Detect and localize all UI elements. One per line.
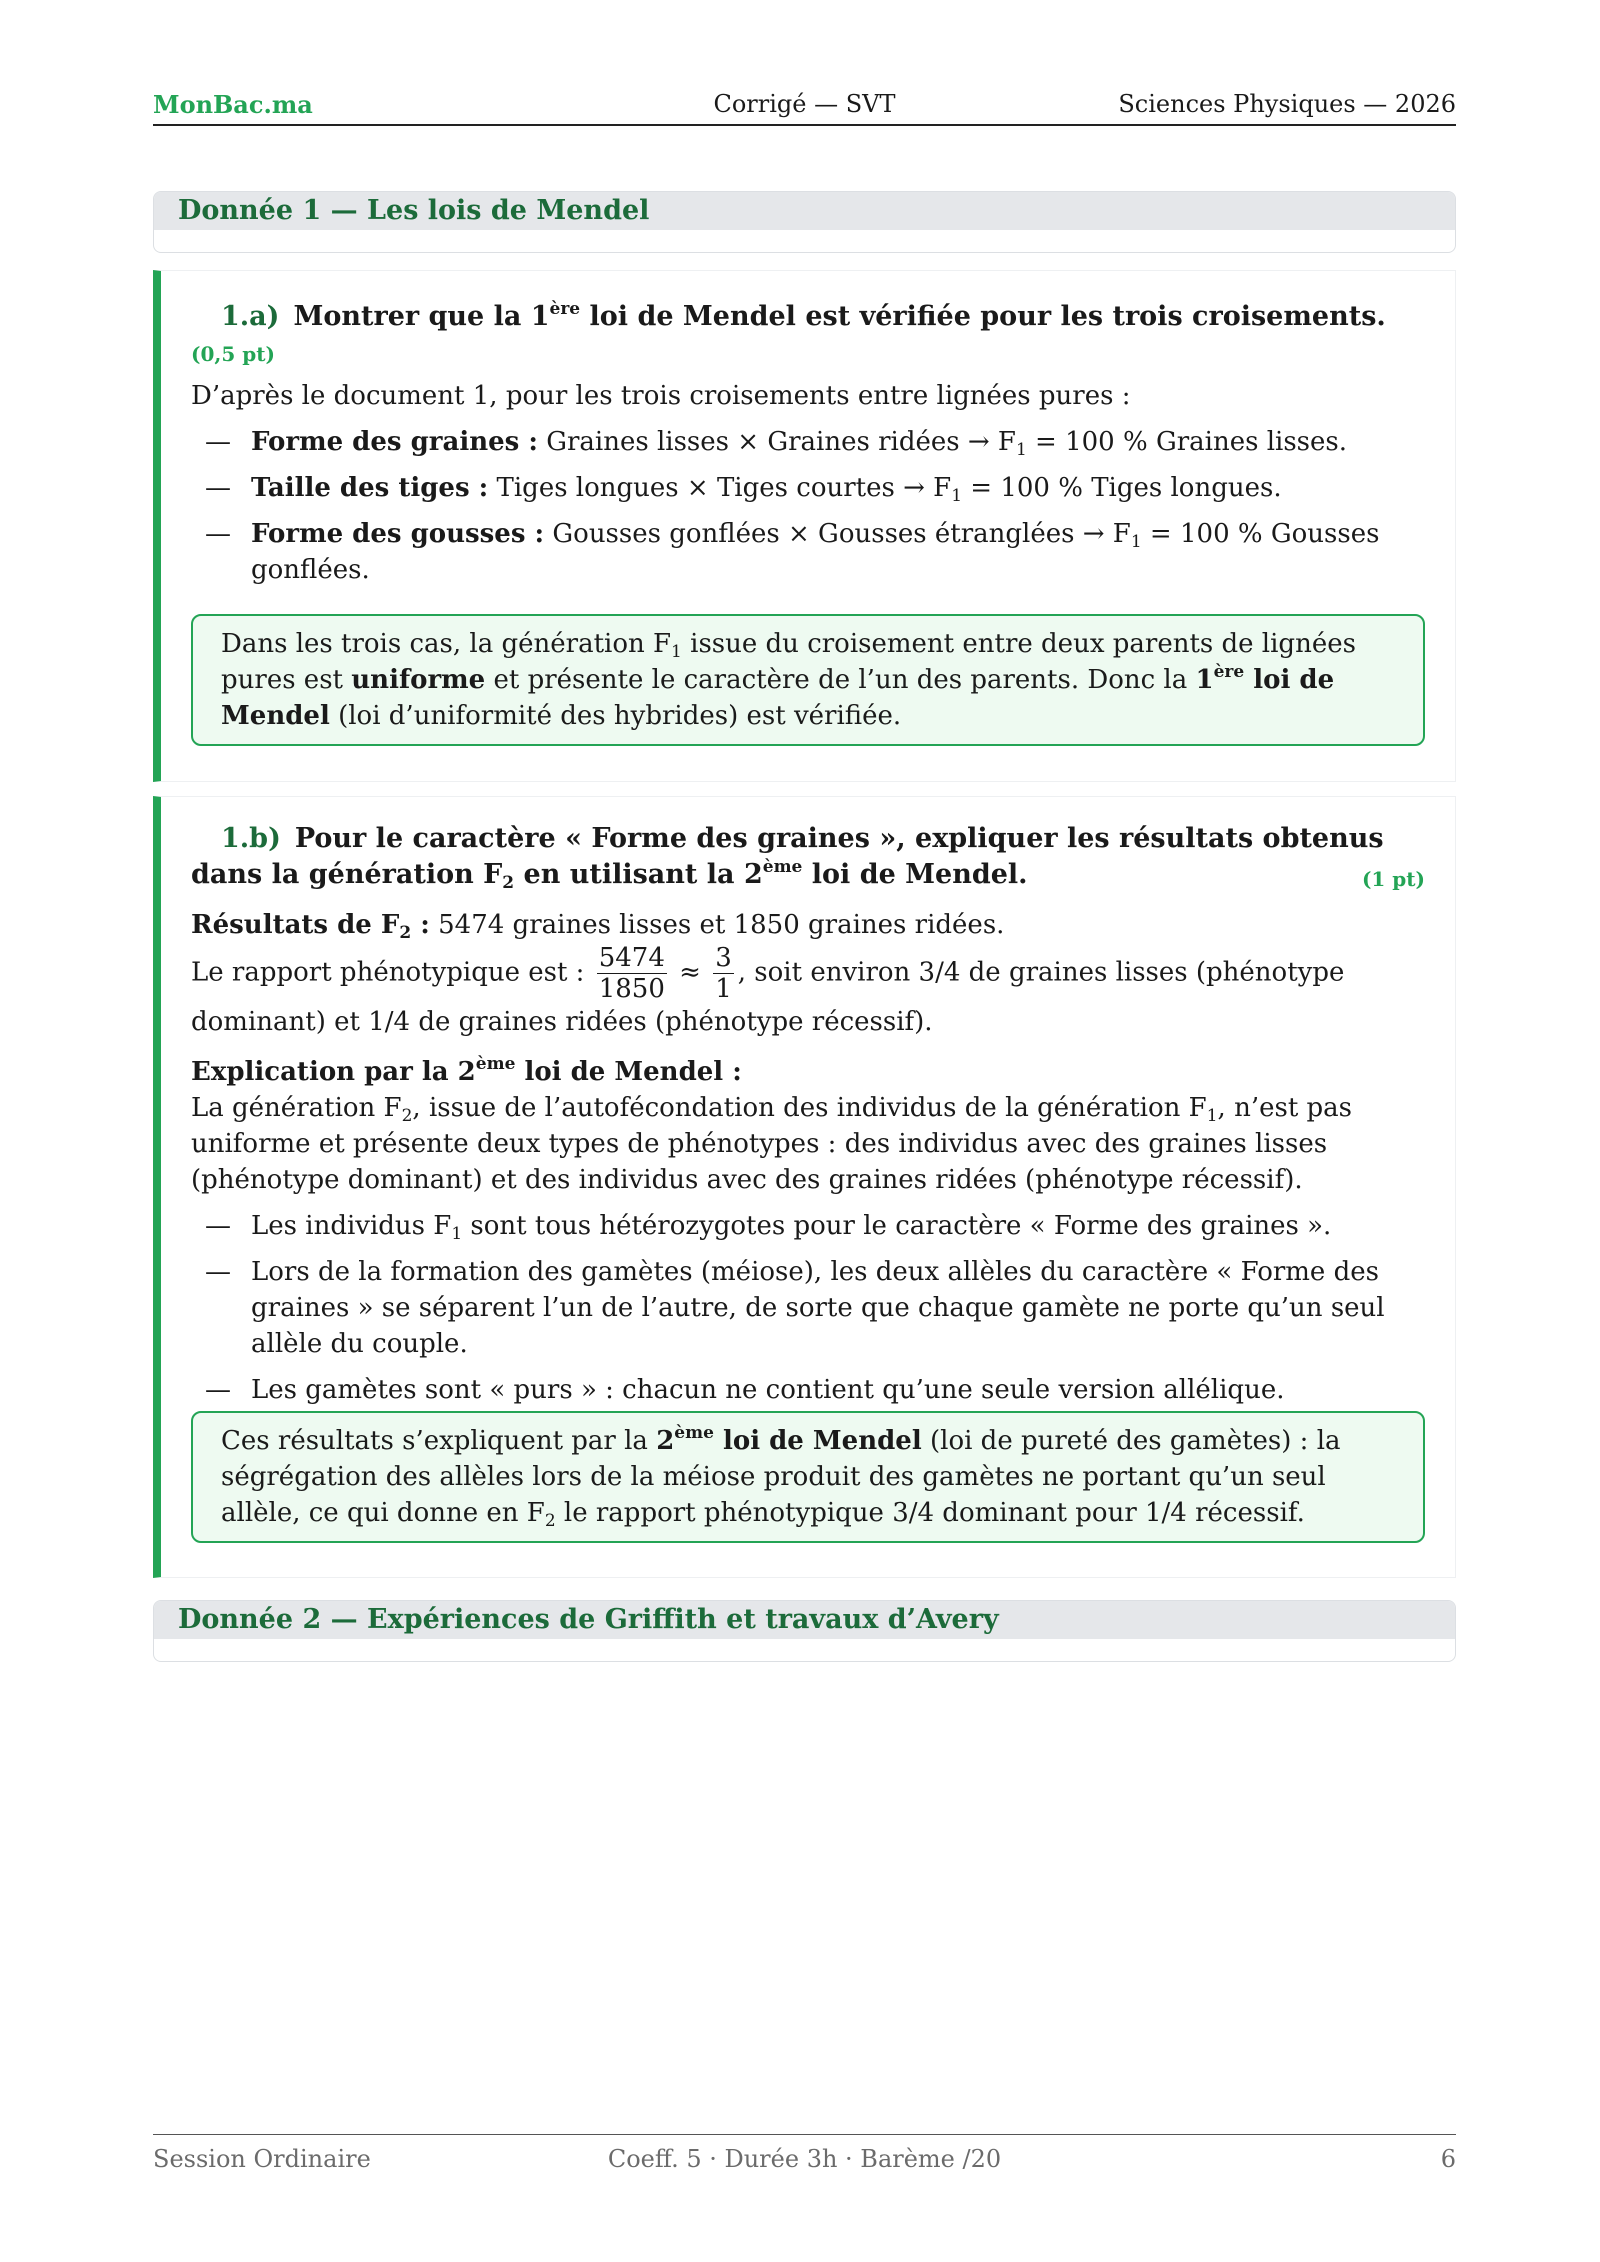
item-text: = 100 % Tiges longues. xyxy=(962,473,1282,503)
item-sub: 1 xyxy=(951,486,963,506)
results-line xyxy=(191,907,1425,943)
item-text: Tiges longues × Tiges courtes → F xyxy=(496,473,952,503)
box-text: Dans les trois cas, la génération F xyxy=(221,629,672,659)
page-header xyxy=(153,90,1456,126)
title-sup: ère xyxy=(549,299,581,319)
header-subject: Corrigé — SVT xyxy=(713,90,896,118)
explanation-list xyxy=(191,1208,1425,1408)
title-text: loi de Mendel. xyxy=(802,859,1028,890)
intro-text: D’après le document 1, pour les trois croisements entre lignées pures : xyxy=(191,381,1131,411)
points-badge: (1 pt) xyxy=(1361,867,1425,891)
points-badge: (0,5 pt) xyxy=(191,342,275,366)
item-label: Forme des gousses : xyxy=(251,519,545,549)
footer-session: Session Ordinaire xyxy=(153,2145,371,2173)
list-item: — Les individus $F_1$ sont tous hétérozygotes pour le caractère « Forme des graines ». xyxy=(205,1211,1332,1244)
title-text: Pour le caractère « Forme des graines », expliquer les résultats obtenus dans la génération F xyxy=(191,823,1384,890)
results-label: Résultats de F xyxy=(191,910,400,940)
para-sub: 2 xyxy=(401,1106,413,1126)
ratio-text: Le rapport phénotypique est : xyxy=(191,957,585,988)
section-title: Donnée 2 — Expériences de Griffith et travaux d’Avery xyxy=(154,1601,1455,1639)
list-item: — Forme des gousses : Gousses gonflées × Gousses étranglées → $F_1 = 100$ % Gousses gonflées. xyxy=(205,519,1380,585)
results-sub: 2 xyxy=(399,923,412,943)
box-sub: 2 xyxy=(544,1511,556,1531)
explanation-paragraph xyxy=(191,1090,1425,1198)
title-text: Montrer que la 1 xyxy=(293,301,550,332)
question-block-1b xyxy=(153,796,1456,1578)
question-title xyxy=(191,821,1425,893)
page-number: 6 xyxy=(1440,2145,1456,2173)
box-bold: uniforme xyxy=(351,665,486,695)
approx-sign: ≈ xyxy=(679,957,701,988)
para-text: La génération F xyxy=(191,1093,402,1123)
box-bold: 1 xyxy=(1195,665,1214,695)
para-text: , issue de l’autofécondation des individus de la génération F xyxy=(412,1093,1207,1123)
section-title: Donnée 1 — Les lois de Mendel xyxy=(154,192,1455,230)
item-text: Graines lisses × Graines ridées → F xyxy=(546,427,1016,457)
ratio-text: , soit environ 3/4 de graines lisses (phénotype dominant) et 1/4 de graines ridées (phénotype récessif). xyxy=(191,957,1345,1037)
fraction xyxy=(713,943,734,1004)
explanation-heading xyxy=(191,1054,1425,1090)
box-text: et présente le caractère de l’un des parents. Donc la xyxy=(485,665,1196,695)
section-header-1 xyxy=(153,191,1456,253)
box-bold: loi de Mendel xyxy=(713,1426,922,1456)
conclusion-box xyxy=(191,1411,1425,1543)
question-number: 1.a) xyxy=(221,301,280,332)
box-text: le rapport phénotypique 3/4 dominant pour 1/4 récessif. xyxy=(555,1498,1305,1528)
heading-text: Explication par la 2 xyxy=(191,1057,476,1087)
list-item: — Taille des tiges : Tiges longues × Tiges courtes → $F_1 = 100$ % Tiges longues. xyxy=(205,473,1282,506)
para-sub: 1 xyxy=(1206,1106,1218,1126)
box-bold: 2 xyxy=(656,1426,675,1456)
box-text: issue du croisement entre deux parents de lignées pures est xyxy=(221,629,1356,695)
item-label: Taille des tiges : xyxy=(251,473,489,503)
question-block-1a xyxy=(153,270,1456,782)
item-sub: 1 xyxy=(451,1224,463,1244)
box-text: (loi de pureté des gamètes) : la ségrégation des allèles lors de la méiose produit des gamètes ne portant qu’un seul allèle, ce qui donne en F xyxy=(221,1426,1341,1528)
fraction-numerator: 3 xyxy=(715,943,732,973)
list-item: — Lors de la formation des gamètes (méiose), les deux allèles du caractère « Forme des graines » se séparent l’un de l’autre, de sorte que chaque gamète ne porte qu’un seul allèle du couple. xyxy=(205,1257,1385,1359)
footer-exam-info: Coeff. 5 · Durée 3h · Barème /20 xyxy=(607,2145,1002,2173)
fraction-denominator: 1 xyxy=(715,974,732,1004)
item-sub: 1 xyxy=(1130,532,1142,552)
heading-sup: ème xyxy=(475,1054,516,1074)
item-text: = 100 % Graines lisses. xyxy=(1026,427,1348,457)
item-text: Lors de la formation des gamètes (méiose), les deux allèles du caractère « Forme des graines » se séparent l’un de l’autre, de sorte que chaque gamète ne porte qu’un seul allèle du couple. xyxy=(251,1257,1385,1359)
title-sup: ème xyxy=(762,857,803,877)
item-text: Gousses gonflées × Gousses étranglées → F xyxy=(552,519,1131,549)
item-text: sont tous hétérozygotes pour le caractère « Forme des graines ». xyxy=(462,1211,1332,1241)
item-label: Forme des graines : xyxy=(251,427,538,457)
page xyxy=(153,0,1456,2262)
conclusion-box xyxy=(191,614,1425,746)
item-sub: 1 xyxy=(1015,440,1027,460)
item-text: Les gamètes sont « purs » : chacun ne contient qu’une seule version allélique. xyxy=(251,1375,1285,1405)
title-text: loi de Mendel est vérifiée pour les trois croisements. xyxy=(580,301,1386,332)
list-item: — Forme des graines : Graines lisses × Graines ridées → $F_1 = 100$ % Graines lisses. xyxy=(205,427,1348,460)
box-sub: 1 xyxy=(671,642,682,662)
question-title xyxy=(191,299,1425,372)
box-text: Ces résultats s’expliquent par la xyxy=(221,1426,657,1456)
box-sup: ème xyxy=(674,1423,714,1443)
title-text: en utilisant la 2 xyxy=(514,859,763,890)
box-text: (loi d’uniformité des hybrides) est vérifiée. xyxy=(329,701,902,731)
question-number: 1.b) xyxy=(221,823,281,854)
item-text: = 100 % Gousses gonflées. xyxy=(251,519,1380,585)
ratio-line xyxy=(191,943,1425,1040)
box-bold: loi de Mendel xyxy=(221,665,1335,731)
para-text: , n’est pas uniforme et présente deux types de phénotypes : des individus avec des graines lisses (phénotype dominant) et des individus avec des graines ridées (phénotype récessif). xyxy=(191,1093,1353,1195)
list-item: — Les gamètes sont « purs » : chacun ne contient qu’une seule version allélique. xyxy=(205,1375,1285,1405)
title-sub: 2 xyxy=(502,873,515,893)
results-label: : xyxy=(411,910,430,940)
section-header-2 xyxy=(153,1600,1456,1662)
fraction-denominator: 1850 xyxy=(598,974,665,1004)
box-sup: ère xyxy=(1213,662,1245,682)
site-logo[interactable]: MonBac.ma xyxy=(153,90,313,119)
fraction-numerator: 5474 xyxy=(598,943,665,973)
fraction xyxy=(597,943,667,1004)
cross-list xyxy=(191,424,1425,588)
item-text: Les individus F xyxy=(251,1211,452,1241)
page-footer xyxy=(153,2134,1456,2175)
results-text: 5474 graines lisses et 1850 graines ridées. xyxy=(429,910,1005,940)
heading-text: loi de Mendel : xyxy=(515,1057,742,1087)
header-track: Sciences Physiques — 2026 xyxy=(1118,90,1456,118)
